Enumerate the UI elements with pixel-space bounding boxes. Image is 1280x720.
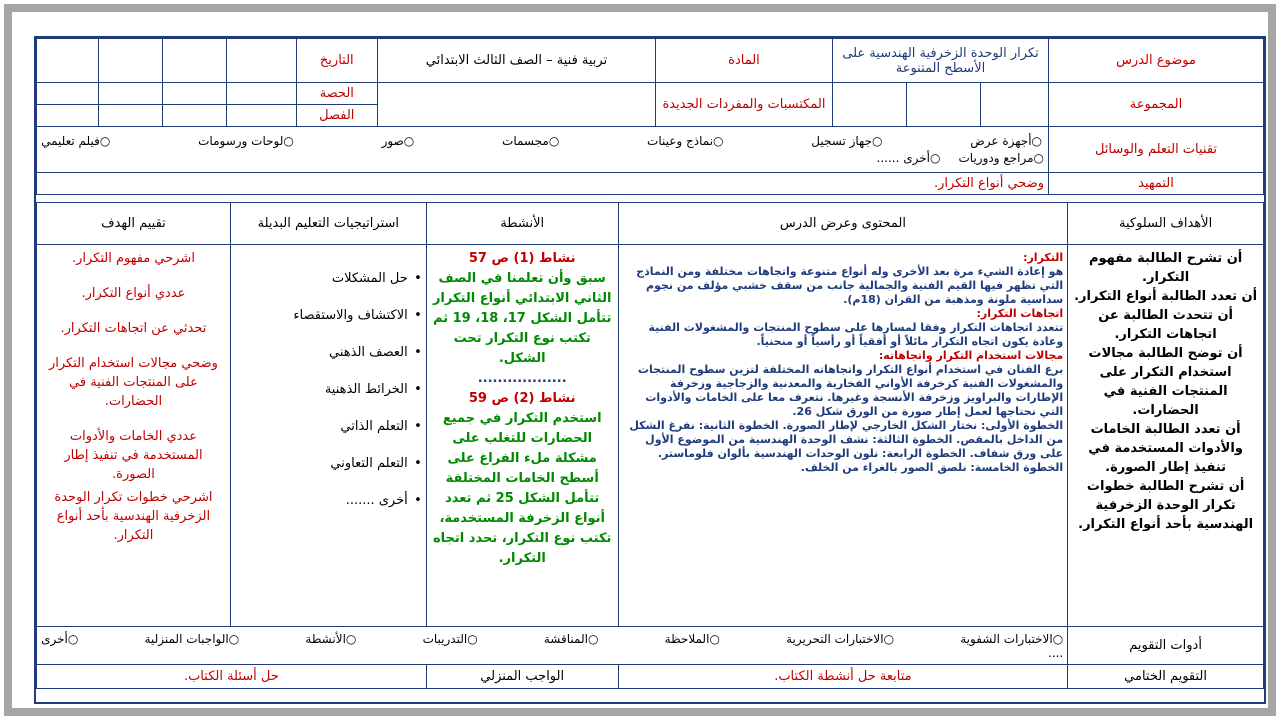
intro-label: التمهيد [1049, 173, 1264, 195]
date-cell-3 [98, 39, 162, 83]
date-cell-2 [163, 39, 227, 83]
content-title-repetition: التكرار: [1023, 251, 1064, 264]
strategies-header: استراتيجيات التعليم البديلة [230, 203, 426, 245]
content-body-directions: تتعدد اتجاهات التكرار وفقا لمسارها على سطوح المنتجات والمشغولات الفنية وعادة يكون اتجاه التكرار مائلاً أو أفقياً أو رأسياً أو منحنياً. [648, 321, 1064, 348]
tool-option-7[interactable]: ○مراجع ودوريات [958, 151, 1045, 165]
period-cell-3 [98, 83, 162, 105]
content-body-uses: برع الفنان في استخدام أنواع التكرار واتجاهاته المختلفة لتزين سطوح المنتجات والمشغولات الفنية كزخرفة الأواني الفخارية والمعدنية والزجاجية وزخرفة الإطارات والبراويز وزخرفة الأنسجة وغيرها. نتعرف معا على الخامات والأدوات التي نحتاجها لعمل إطار صورة من الورق شكل 26. [637, 363, 1064, 418]
page-frame [4, 4, 1276, 716]
group-label: المجموعة [1049, 83, 1264, 127]
activity-1-body: سبق وأن تعلمنا في الصف الثاني الابتدائي أنواع التكرار تتأمل الشكل 17، 18، 19 ثم تكتب نوع التكرار تحت الشكل. [432, 271, 612, 366]
assessment-item: وضحي مجالات استخدام التكرار على المنتجات الفنية في الحضارات. [48, 356, 218, 409]
tool-option-0[interactable]: ○أجهزة عرض [970, 134, 1043, 148]
objective-item: أن تشرح الطالبة مفهوم التكرار. [1088, 251, 1243, 285]
date-cell-4 [37, 39, 99, 83]
topic-value: تكرار الوحدة الزخرفية الهندسية على الأسطح المتنوعة [832, 39, 1048, 83]
tool-option-6[interactable]: ○فيلم تعليمي [41, 134, 111, 148]
eval-option-0[interactable]: ○الاختبارات الشفوية [960, 631, 1064, 646]
date-label: التاريخ [296, 39, 377, 83]
tool-option-1[interactable]: ○جهاز تسجيل [811, 134, 883, 148]
strategy-item: • أخرى ....... [235, 493, 408, 508]
group-cell-2 [906, 83, 980, 127]
evaluation-tools-options [37, 627, 1068, 665]
activity-dots: .................. [477, 371, 567, 386]
class-cell-1 [227, 105, 296, 127]
tool-option-2[interactable]: ○نماذج وعينات [647, 134, 724, 148]
topic-label: موضوع الدرس [1049, 39, 1264, 83]
class-label: الفصل [296, 105, 377, 127]
vocab-value [378, 83, 656, 127]
content-title-directions: اتجاهات التكرار: [976, 307, 1064, 320]
assessment-item: عددي الخامات والأدوات المستخدمة في تنفيذ إطار الصورة. [64, 429, 203, 482]
assessment-item: تحدثي عن اتجاهات التكرار. [60, 321, 207, 336]
eval-option-6[interactable]: ○الواجبات المنزلية [144, 631, 240, 646]
assessment-cell [37, 245, 231, 627]
strategies-cell [230, 245, 426, 627]
period-label: الحصة [296, 83, 377, 105]
eval-option-1[interactable]: ○الاختبارات التحريرية [786, 631, 895, 646]
content-title-uses: مجالات استخدام التكرار واتجاهاته: [878, 349, 1064, 362]
homework-label: الواجب المنزلي [426, 665, 618, 689]
strategy-item: • التعلم التعاوني [235, 456, 408, 471]
assessment-item: عددي أنواع التكرار. [81, 286, 186, 301]
evaluation-tools-label: أدوات التقويم [1068, 627, 1264, 665]
objective-item: أن تعدد الطالبة الخامات والأدوات المستخدمة في تنفيذ إطار الصورة. [1088, 422, 1243, 475]
vocab-label: المكتسبات والمفردات الجديدة [655, 83, 832, 127]
class-cell-4 [37, 105, 99, 127]
homework-value: حل أسئلة الكتاب. [37, 665, 427, 689]
final-evaluation-label: التقويم الختامي [1068, 665, 1264, 689]
objective-item: أن تشرح الطالبة خطوات تكرار الوحدة الزخرفية الهندسية بأحد أنواع التكرار. [1078, 479, 1254, 532]
eval-option-3[interactable]: ○المناقشة [543, 631, 599, 646]
class-cell-3 [98, 105, 162, 127]
activities-cell [426, 245, 618, 627]
eval-option-4[interactable]: ○التدريبات [422, 631, 478, 646]
objectives-cell [1068, 245, 1264, 627]
activity-2-title: نشاط (2) ص 59 [468, 391, 576, 406]
lesson-body-table [36, 202, 1264, 689]
period-cell-4 [37, 83, 99, 105]
strategy-item: • حل المشكلات [235, 271, 408, 286]
class-cell-2 [163, 105, 227, 127]
lesson-info-table [36, 38, 1264, 195]
activities-header: الأنشطة [426, 203, 618, 245]
assessment-item: اشرحي خطوات تكرار الوحدة الزخرفية الهندسية بأحد أنواع التكرار. [54, 490, 213, 543]
eval-option-7[interactable]: ○أخرى [41, 631, 79, 646]
tool-option-4[interactable]: ○صور [381, 134, 415, 148]
tool-option-5[interactable]: ○لوحات ورسومات [198, 134, 294, 148]
objective-item: أن تتحدث الطالبة عن اتجاهات التكرار. [1098, 308, 1233, 342]
subject-value: تربية فنية – الصف الثالث الابتدائي [378, 39, 656, 83]
content-header: المحتوى وعرض الدرس [618, 203, 1068, 245]
content-cell [618, 245, 1068, 627]
group-cell-3 [832, 83, 906, 127]
strategy-item: • التعلم الذاتي [235, 419, 408, 434]
intro-value: وضحي أنواع التكرار. [37, 173, 1049, 195]
activity-1-title: نشاط (1) ص 57 [468, 251, 576, 266]
evaluation-tools-dots: .... [1047, 645, 1064, 660]
strategies-list [235, 271, 422, 508]
objectives-header: الأهداف السلوكية [1068, 203, 1264, 245]
objective-item: أن توضح الطالبة مجالات استخدام التكرار على المنتجات الفنية في الحضارات. [1088, 346, 1243, 418]
final-evaluation-value: متابعة حل أنشطة الكتاب. [618, 665, 1068, 689]
period-cell-1 [227, 83, 296, 105]
tool-option-3[interactable]: ○مجسمات [502, 134, 560, 148]
tool-option-8[interactable]: ○أخرى ...... [876, 151, 941, 165]
assessment-header: تقييم الهدف [37, 203, 231, 245]
subject-label: المادة [655, 39, 832, 83]
tools-options [37, 127, 1049, 173]
lesson-plan [34, 36, 1266, 704]
tools-label: تقنيات التعلم والوسائل [1049, 127, 1264, 173]
period-cell-2 [163, 83, 227, 105]
content-body-repetition: هو إعادة الشيء مرة بعد الأخرى وله أنواع متنوعة واتجاهات مختلفة ومن النماذج التي تظهر فيها القيم الفنية والجمالية جانب من سقف خشبي مؤلف من نجوم سداسية ملونة ومذهبة من القران (18م). [636, 265, 1064, 306]
eval-option-2[interactable]: ○الملاحظة [664, 631, 720, 646]
strategy-item: • الاكتشاف والاستقصاء [235, 308, 408, 323]
eval-option-5[interactable]: ○الأنشطة [305, 631, 357, 646]
content-body-steps: الخطوة الأولى: نختار الشكل الخارجي لإطار الصورة. الخطوة الثانية: نفرغ الشكل من الداخل بالمقص. الخطوة الثالثة: نشف الوحدة الهندسية من الموضوع الأول على ورق شفاف. الخطوة الرابعة: نلون الوحدات الهندسية بألوان فلوماستر. الخطوة الخامسة: نلصق الصور بالغراء من الخلف. [629, 419, 1064, 474]
group-cell-1 [980, 83, 1048, 127]
assessment-item: اشرحي مفهوم التكرار. [71, 251, 195, 266]
date-cell-1 [227, 39, 296, 83]
objective-item: أن تعدد الطالبة أنواع التكرار. [1074, 289, 1258, 304]
strategy-item: • العصف الذهني [235, 345, 408, 360]
strategy-item: • الخرائط الذهنية [235, 382, 408, 397]
activity-2-body: استخدم التكرار في جميع الحضارات للتغلب على مشكلة ملء الفراغ على أسطح الخامات المختلفة تتأمل الشكل 25 ثم تعدد أنواع الزخرفة المستخدمة، تكتب نوع التكرار، تحدد اتجاه التكرار. [433, 411, 612, 566]
